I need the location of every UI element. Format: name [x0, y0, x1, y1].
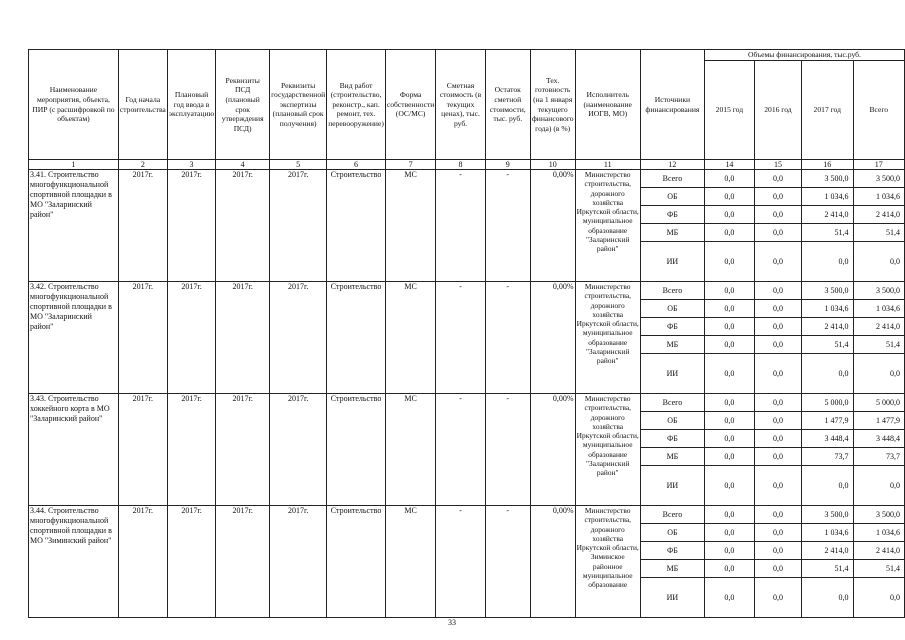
funding-source: ИИ	[640, 242, 704, 282]
header-funding-volume: Объемы финансирования, тыс.руб.	[704, 50, 904, 61]
amount-total: 1 034,6	[853, 524, 905, 542]
amount-total: 0,0	[853, 466, 905, 506]
amount-y2017: 51,4	[802, 224, 853, 242]
header-name: Наименование мероприятия, объекта, ПИР (с расшифровкой по объектам)	[29, 50, 119, 160]
funding-source: ОБ	[640, 188, 704, 206]
amount-total: 0,0	[853, 578, 905, 618]
amount-total: 1 477,9	[853, 412, 905, 430]
header-funding-sources: Источники финансирования	[640, 50, 704, 160]
page-number: 33	[448, 618, 456, 627]
amount-y2015: 0,0	[704, 412, 754, 430]
amount-total: 0,0	[853, 354, 905, 394]
column-number: 7	[385, 160, 435, 170]
amount-total: 2 414,0	[853, 206, 905, 224]
column-number: 15	[754, 160, 801, 170]
amount-y2016: 0,0	[754, 318, 801, 336]
funding-source: ФБ	[640, 430, 704, 448]
amount-y2016: 0,0	[754, 242, 801, 282]
header-remaining-cost: Остаток сметной стоимости, тыс. руб.	[485, 50, 530, 160]
amount-y2015: 0,0	[704, 300, 754, 318]
executor: Министерство строительства, дорожного хозяйства Иркутской области, муниципальное образование "Заларинский район"	[575, 170, 640, 282]
header-executor: Исполнитель (наименование ИОГВ, МО)	[575, 50, 640, 160]
amount-y2016: 0,0	[754, 354, 801, 394]
amount-y2017: 0,0	[802, 466, 853, 506]
funding-source: ИИ	[640, 466, 704, 506]
expertise-date: 2017г.	[270, 506, 327, 618]
amount-total: 51,4	[853, 560, 905, 578]
amount-total: 3 500,0	[853, 170, 905, 188]
funding-source: ФБ	[640, 318, 704, 336]
amount-total: 3 500,0	[853, 506, 905, 524]
amount-total: 3 500,0	[853, 282, 905, 300]
ownership-form: МС	[385, 282, 435, 394]
amount-y2015: 0,0	[704, 224, 754, 242]
object-name: 3.42. Строительство многофункциональной спортивной площадки в МО "Заларинский район"	[29, 282, 119, 394]
amount-y2017: 51,4	[802, 336, 853, 354]
amount-y2016: 0,0	[754, 170, 801, 188]
amount-y2015: 0,0	[704, 354, 754, 394]
amount-total: 1 034,6	[853, 300, 905, 318]
amount-y2015: 0,0	[704, 206, 754, 224]
amount-y2017: 2 414,0	[802, 318, 853, 336]
amount-y2015: 0,0	[704, 242, 754, 282]
amount-y2016: 0,0	[754, 466, 801, 506]
psd-date: 2017г.	[216, 170, 270, 282]
remaining-cost: -	[485, 394, 530, 506]
header-estimated-cost: Сметная стоимость (в текущих ценах), тыс. руб.	[436, 50, 485, 160]
column-number: 10	[530, 160, 575, 170]
table-row	[29, 506, 905, 524]
expertise-date: 2017г.	[270, 394, 327, 506]
amount-y2015: 0,0	[704, 466, 754, 506]
funding-source: ОБ	[640, 524, 704, 542]
amount-y2017: 3 448,4	[802, 430, 853, 448]
amount-y2016: 0,0	[754, 524, 801, 542]
funding-source: ФБ	[640, 542, 704, 560]
funding-source: МБ	[640, 560, 704, 578]
amount-y2015: 0,0	[704, 560, 754, 578]
executor: Министерство строительства, дорожного хозяйства Иркутской области, муниципальное образование "Заларинский район"	[575, 394, 640, 506]
amount-y2017: 0,0	[802, 354, 853, 394]
amount-y2015: 0,0	[704, 506, 754, 524]
table-row	[29, 170, 905, 188]
remaining-cost: -	[485, 170, 530, 282]
remaining-cost: -	[485, 282, 530, 394]
plan-year: 2017г.	[167, 282, 215, 394]
amount-y2016: 0,0	[754, 188, 801, 206]
column-number: 12	[640, 160, 704, 170]
column-number: 9	[485, 160, 530, 170]
header-plan-year: Плановый год ввода в эксплуатацию	[167, 50, 215, 160]
psd-date: 2017г.	[216, 506, 270, 618]
remaining-cost: -	[485, 506, 530, 618]
funding-source: Всего	[640, 282, 704, 300]
header-year-2017: 2017 год	[802, 61, 853, 160]
table-row	[29, 394, 905, 412]
amount-y2017: 5 000,0	[802, 394, 853, 412]
amount-y2017: 1 034,6	[802, 524, 853, 542]
amount-y2017: 2 414,0	[802, 542, 853, 560]
header-year-2016: 2016 год	[754, 61, 801, 160]
object-name: 3.44. Строительство многофункциональной спортивной площадки в МО "Зиминский район"	[29, 506, 119, 618]
amount-y2017: 1 477,9	[802, 412, 853, 430]
amount-y2017: 73,7	[802, 448, 853, 466]
table-row	[29, 282, 905, 300]
amount-y2015: 0,0	[704, 524, 754, 542]
estimated-cost: -	[436, 282, 485, 394]
column-number: 14	[704, 160, 754, 170]
column-number: 4	[216, 160, 270, 170]
funding-source: ИИ	[640, 578, 704, 618]
header-expertise: Реквизиты государственной экспертизы (плановый срок получения)	[270, 50, 327, 160]
column-number: 11	[575, 160, 640, 170]
funding-source: ИИ	[640, 354, 704, 394]
amount-y2017: 1 034,6	[802, 300, 853, 318]
funding-source: ФБ	[640, 206, 704, 224]
column-number-row	[29, 160, 905, 170]
amount-y2015: 0,0	[704, 336, 754, 354]
amount-total: 51,4	[853, 224, 905, 242]
work-type: Строительство	[327, 506, 386, 618]
readiness: 0,00%	[530, 394, 575, 506]
column-number: 1	[29, 160, 119, 170]
amount-total: 73,7	[853, 448, 905, 466]
column-number: 5	[270, 160, 327, 170]
column-number: 17	[853, 160, 905, 170]
funding-source: Всего	[640, 394, 704, 412]
readiness: 0,00%	[530, 506, 575, 618]
funding-source: МБ	[640, 448, 704, 466]
amount-y2016: 0,0	[754, 282, 801, 300]
amount-total: 3 448,4	[853, 430, 905, 448]
header-psd: Реквизиты ПСД (плановый срок утверждения ПСД)	[216, 50, 270, 160]
amount-y2016: 0,0	[754, 336, 801, 354]
column-number: 2	[118, 160, 167, 170]
amount-total: 1 034,6	[853, 188, 905, 206]
amount-y2015: 0,0	[704, 430, 754, 448]
readiness: 0,00%	[530, 170, 575, 282]
column-number: 6	[327, 160, 386, 170]
amount-y2015: 0,0	[704, 578, 754, 618]
psd-date: 2017г.	[216, 282, 270, 394]
amount-y2016: 0,0	[754, 412, 801, 430]
amount-y2015: 0,0	[704, 282, 754, 300]
financing-table-sheet	[28, 49, 905, 618]
amount-y2017: 0,0	[802, 578, 853, 618]
header-ownership: Форма собственности (ОС/МС)	[385, 50, 435, 160]
amount-y2017: 3 500,0	[802, 282, 853, 300]
amount-y2016: 0,0	[754, 542, 801, 560]
column-number: 8	[436, 160, 485, 170]
work-type: Строительство	[327, 170, 386, 282]
expertise-date: 2017г.	[270, 170, 327, 282]
ownership-form: МС	[385, 170, 435, 282]
header-work-type: Вид работ (строительство, реконстр., кап. ремонт, тех. перевооружение)	[327, 50, 386, 160]
financing-table	[28, 49, 905, 618]
object-name: 3.43. Строительство хоккейного корта в МО "Заларинский район"	[29, 394, 119, 506]
amount-y2016: 0,0	[754, 578, 801, 618]
funding-source: ОБ	[640, 300, 704, 318]
column-number: 16	[802, 160, 853, 170]
amount-y2015: 0,0	[704, 394, 754, 412]
header-start-year: Год начала строительства	[118, 50, 167, 160]
expertise-date: 2017г.	[270, 282, 327, 394]
estimated-cost: -	[436, 394, 485, 506]
executor: Министерство строительства, дорожного хозяйства Иркутской области, муниципальное образование "Заларинский район"	[575, 282, 640, 394]
ownership-form: МС	[385, 506, 435, 618]
amount-total: 51,4	[853, 336, 905, 354]
plan-year: 2017г.	[167, 506, 215, 618]
amount-y2017: 3 500,0	[802, 506, 853, 524]
estimated-cost: -	[436, 506, 485, 618]
start-year: 2017г.	[118, 170, 167, 282]
funding-source: Всего	[640, 170, 704, 188]
amount-y2016: 0,0	[754, 506, 801, 524]
plan-year: 2017г.	[167, 394, 215, 506]
amount-y2016: 0,0	[754, 394, 801, 412]
readiness: 0,00%	[530, 282, 575, 394]
amount-y2017: 0,0	[802, 242, 853, 282]
amount-y2016: 0,0	[754, 430, 801, 448]
amount-y2015: 0,0	[704, 188, 754, 206]
start-year: 2017г.	[118, 394, 167, 506]
header-year-2015: 2015 год	[704, 61, 754, 160]
header-total: Всего	[853, 61, 905, 160]
amount-y2016: 0,0	[754, 448, 801, 466]
start-year: 2017г.	[118, 506, 167, 618]
funding-source: МБ	[640, 336, 704, 354]
amount-total: 2 414,0	[853, 542, 905, 560]
work-type: Строительство	[327, 394, 386, 506]
psd-date: 2017г.	[216, 394, 270, 506]
ownership-form: МС	[385, 394, 435, 506]
amount-y2015: 0,0	[704, 448, 754, 466]
amount-y2015: 0,0	[704, 542, 754, 560]
plan-year: 2017г.	[167, 170, 215, 282]
amount-y2016: 0,0	[754, 224, 801, 242]
amount-y2016: 0,0	[754, 560, 801, 578]
amount-y2015: 0,0	[704, 318, 754, 336]
amount-y2017: 1 034,6	[802, 188, 853, 206]
amount-y2016: 0,0	[754, 300, 801, 318]
start-year: 2017г.	[118, 282, 167, 394]
header-readiness: Тех. готовность (на 1 января текущего финансового года) (в %)	[530, 50, 575, 160]
amount-total: 2 414,0	[853, 318, 905, 336]
work-type: Строительство	[327, 282, 386, 394]
object-name: 3.41. Строительство многофункциональной спортивной площадки в МО "Заларинский район"	[29, 170, 119, 282]
amount-total: 0,0	[853, 242, 905, 282]
funding-source: ОБ	[640, 412, 704, 430]
amount-y2017: 51,4	[802, 560, 853, 578]
amount-y2017: 2 414,0	[802, 206, 853, 224]
column-number: 3	[167, 160, 215, 170]
amount-total: 5 000,0	[853, 394, 905, 412]
amount-y2016: 0,0	[754, 206, 801, 224]
funding-source: МБ	[640, 224, 704, 242]
amount-y2015: 0,0	[704, 170, 754, 188]
funding-source: Всего	[640, 506, 704, 524]
executor: Министерство строительства, дорожного хозяйства Иркутской области, Зиминское районное муниципальное образование	[575, 506, 640, 618]
estimated-cost: -	[436, 170, 485, 282]
amount-y2017: 3 500,0	[802, 170, 853, 188]
